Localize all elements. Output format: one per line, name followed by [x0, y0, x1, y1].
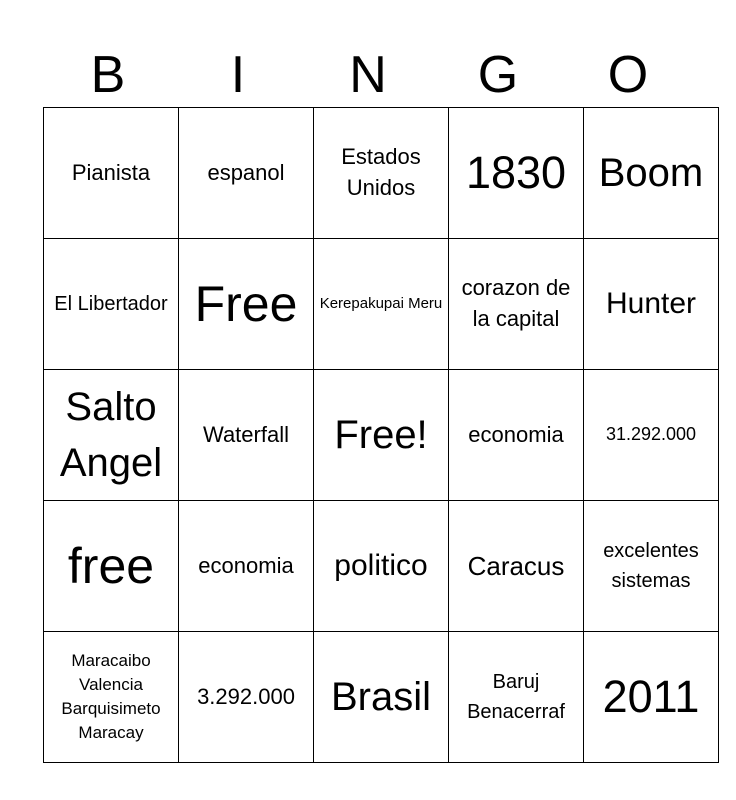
- header-letter-o: O: [607, 46, 649, 104]
- bingo-cell[interactable]: Kerepakupai Meru: [314, 239, 449, 370]
- bingo-cell[interactable]: 1830: [449, 108, 584, 239]
- bingo-cell[interactable]: Brasil: [314, 632, 449, 763]
- bingo-cell[interactable]: Baruj Benacerraf: [449, 632, 584, 763]
- bingo-cell[interactable]: 31.292.000: [584, 370, 719, 501]
- bingo-cell[interactable]: Caracus: [449, 501, 584, 632]
- bingo-cell free-space[interactable]: Free: [179, 239, 314, 370]
- bingo-cell[interactable]: politico: [314, 501, 449, 632]
- card-row: [44, 501, 719, 632]
- header-letter-g: G: [477, 46, 519, 104]
- card-row: [44, 370, 719, 501]
- bingo-cell[interactable]: Maracaibo Valencia Barquisimeto Maracay: [44, 632, 179, 763]
- bingo-cell[interactable]: Pianista: [44, 108, 179, 239]
- bingo-cell[interactable]: 3.292.000: [179, 632, 314, 763]
- header-letter-i: I: [230, 46, 246, 104]
- bingo-card: [43, 107, 719, 763]
- bingo-header: [43, 42, 693, 108]
- bingo-cell[interactable]: 2011: [584, 632, 719, 763]
- bingo-cell[interactable]: espanol: [179, 108, 314, 239]
- bingo-cell[interactable]: economia: [179, 501, 314, 632]
- card-row: [44, 108, 719, 239]
- bingo-cell free-space[interactable]: free: [44, 501, 179, 632]
- bingo-cell[interactable]: Waterfall: [179, 370, 314, 501]
- bingo-cell[interactable]: excelentes sistemas: [584, 501, 719, 632]
- bingo-cell[interactable]: economia: [449, 370, 584, 501]
- bingo-cell[interactable]: Estados Unidos: [314, 108, 449, 239]
- header-letter-b: B: [90, 46, 126, 104]
- bingo-cell[interactable]: Salto Angel: [44, 370, 179, 501]
- card-row: [44, 239, 719, 370]
- header-letter-n: N: [349, 46, 387, 104]
- bingo-cell free-space[interactable]: Free!: [314, 370, 449, 501]
- bingo-cell[interactable]: Boom: [584, 108, 719, 239]
- bingo-cell[interactable]: corazon de la capital: [449, 239, 584, 370]
- bingo-cell[interactable]: Hunter: [584, 239, 719, 370]
- bingo-cell[interactable]: El Libertador: [44, 239, 179, 370]
- card-row: [44, 632, 719, 763]
